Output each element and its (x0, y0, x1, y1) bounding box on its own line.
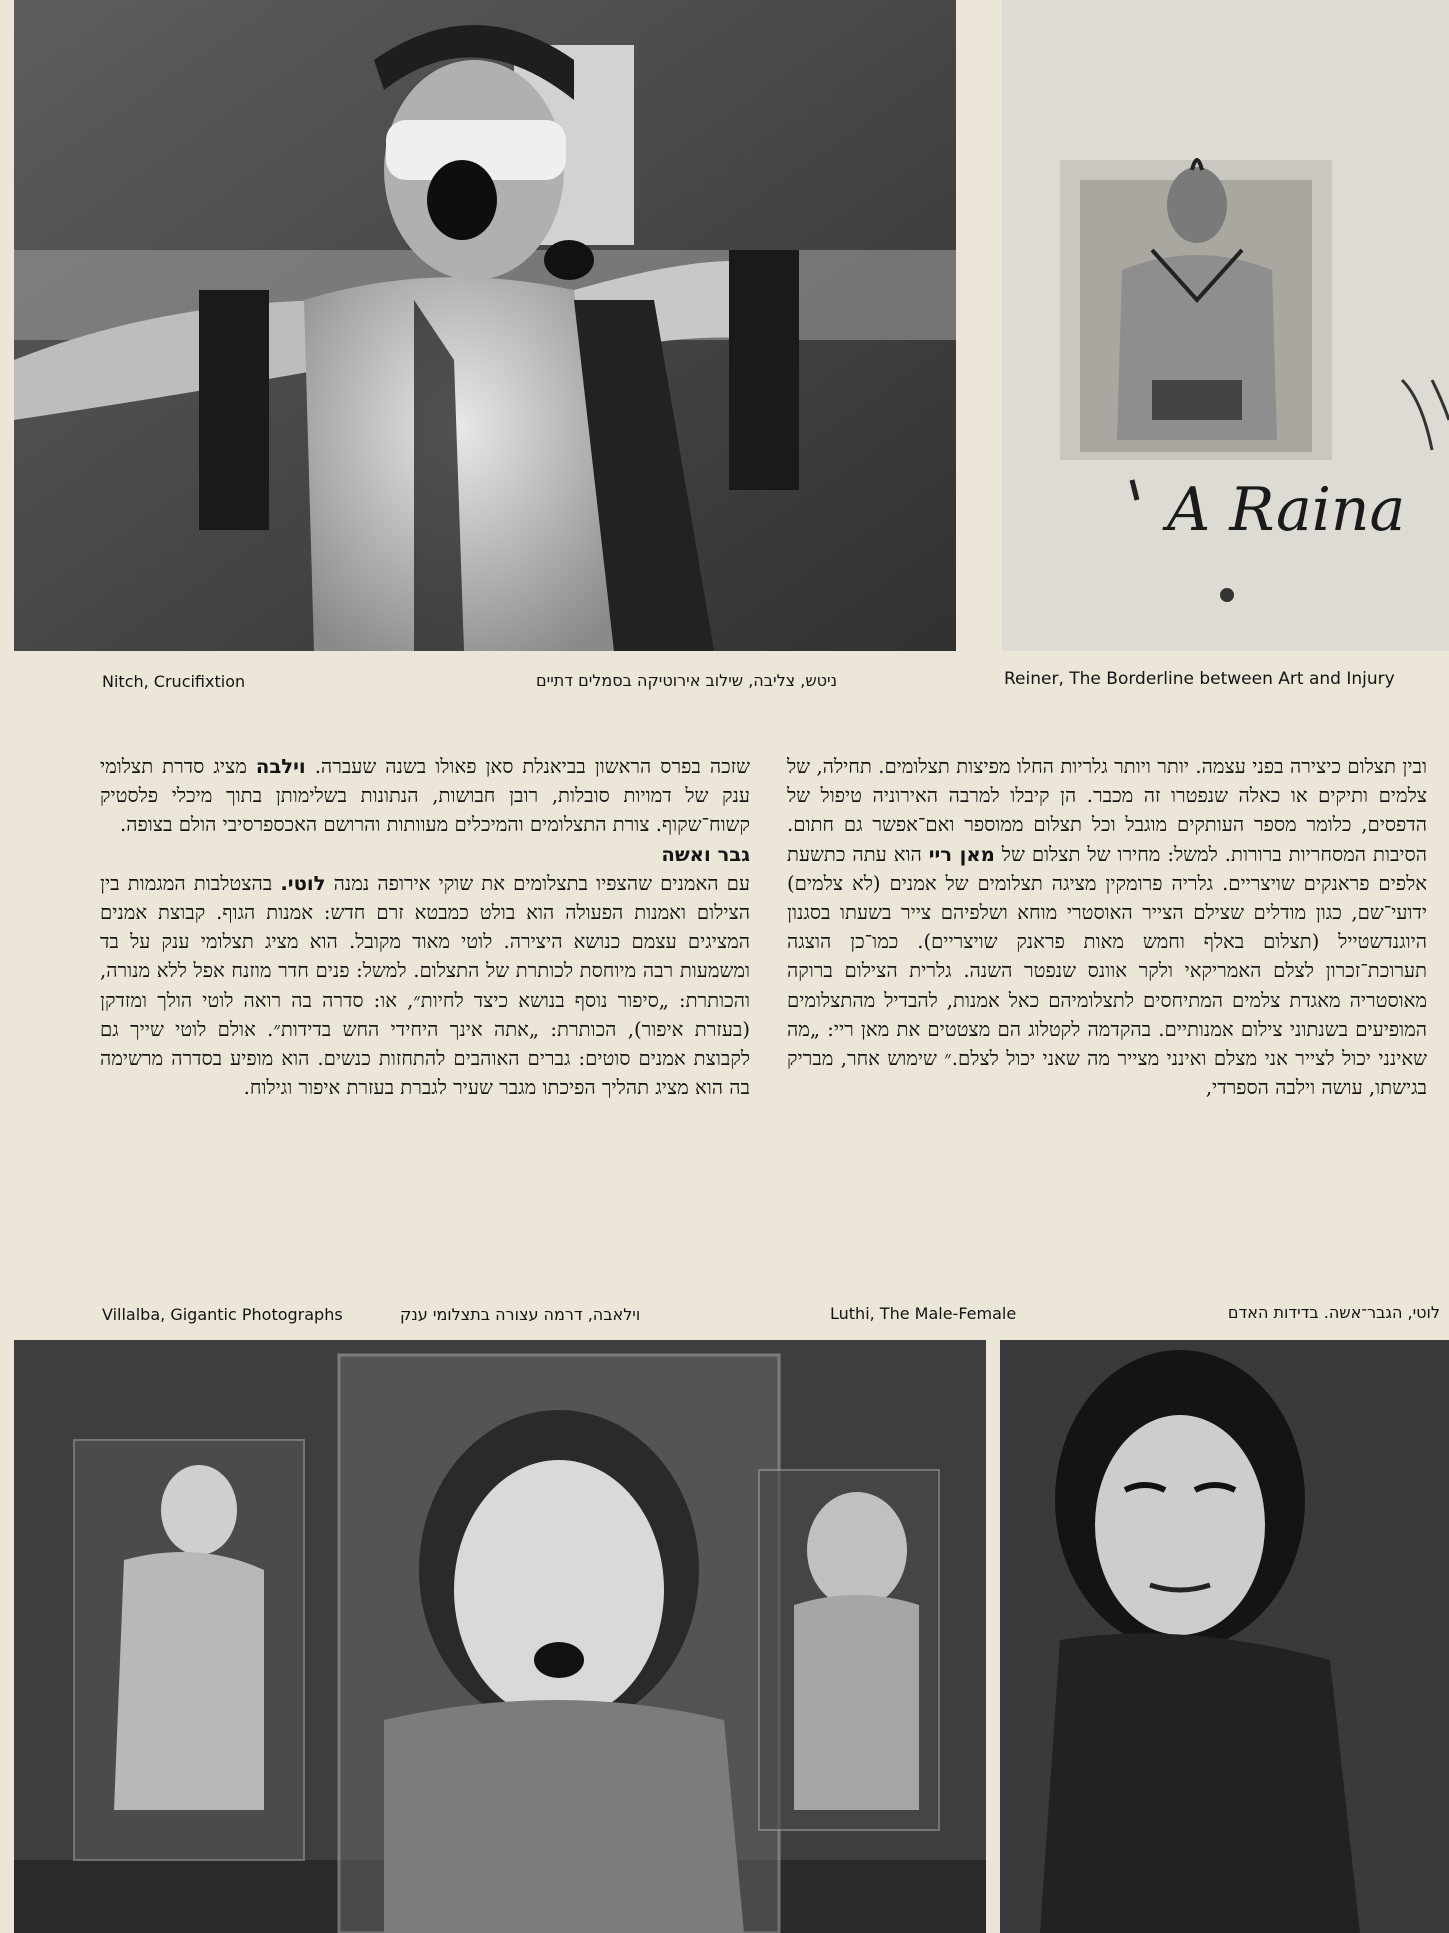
photo-luthi-male-female (1000, 1340, 1449, 1933)
caption-reiner-english: Reiner, The Borderline between Art and Injury (1004, 669, 1395, 689)
caption-nitch-hebrew: ניטש, צליבה, שילוב אירוטיקה בסמלים דתיים (536, 671, 838, 690)
caption-nitch-english: Nitch, Crucifixtion (102, 672, 246, 691)
text-run: הוא עתה כתשעת אלפים פראנקים שויצריים. גלריה פרומקין מציגה תצלומים של אמנים (לא צלמים) ידועי־שם, כגון מודלים שצילם הצייר האוסטרי מוחא ושלפיהם צייר בשעתו בסגנון היוגנדשטייל (תצלום באלף וחמש מאות פראנק שויצריים). כמו־כן הוצגה תערוכת־זכרון לצלם האמריקאי ולקר אוונס שנפטר השנה. גלרית הצילום ברוקה מאוסטריה מאגדת צלמים המתיחסים לתצלומיהם כאל אמנות, להבדיל מהתצלומים המופיעים בשנתוני צילום אמנותיים. בהקדמה לקטלוג הם מצטטים את מאן ריי: „מה שאינני יכול לצייר אני מצלם ואינני מצייר מה שאני יכול לצלם.״ שימוש אחר, מבריק בגישתו, עושה וילבה הספרדי, (787, 842, 1427, 1100)
caption-villalba-hebrew: וילאבה, דרמה עצורה בתצלומי ענק (400, 1305, 641, 1324)
text-run: ובין תצלום כיצירה בפני עצמה. יותר ויותר גלריות החלו מפיצות תצלומים. תחילה, של צלמים ותיקים או כאלה שנפטרו זה מכבר. הן קיבלו למרבה האירוניה טיפול של הדפסים, כלומר מספר העותקים מוגבל וכל תצלום ממוספר ואם־אפשר גם חתום. הסיבות המסחריות ברורות. למשל: מחירו של תצלום של (787, 755, 1427, 866)
text-run: עם האמנים שהצפיו בתצלומים את שוקי אירופה נמנה (333, 871, 750, 895)
caption-luthi-hebrew: לוטי, הגבר־אשה. בדידות האדם (1227, 1303, 1440, 1322)
photo-villalba-illustration (14, 1340, 986, 1933)
bold-name-luthi: לוטי. (280, 871, 326, 895)
article-paragraph (100, 752, 750, 840)
text-run: בהצטלבות המגמות בין הצילום ואמנות הפעולה הוא בולט כמבטא זרם חדש: אמנות הגוף. קבוצת אמנים המציגים עצמם כנושא היצירה. לוטי מאוד מקובל. הוא מציג תצלומי ענק על בד ומשמעות רבה מיוחסת לכותרת של התצלום. למשל: פנים חדר מוזנח אפל ללא מנורה, והכותרת: „סיפור נוסף בנושא כיצד לחיות״, או: סדרה בה רואה לוטי הולך ומזדקן (בעזרת איפור), הכותרת: „אתה אינך היחידי החש בדידות״. אולם לוטי שייך גם לקבוצת אמנים סוטים: גברים האוהבים להתחזות כנשים. הוא מופיע בסדרה מרשימה בה הוא מציג תהליך הפיכתו מגבר שעיר לגברת בעזרת איפור וגילוח. (100, 871, 750, 1100)
caption-villalba-english: Villalba, Gigantic Photographs (102, 1305, 343, 1324)
photo-villalba-gigantic (14, 1340, 986, 1933)
section-heading: גבר ואשה (661, 842, 750, 866)
photo-nitch-crucifixion (14, 0, 956, 651)
text-run: שזכה בפרס הראשון בביאנלת סאן פאולו בשנה שעברה. (314, 755, 751, 778)
caption-luthi-english: Luthi, The Male-Female (830, 1304, 1017, 1323)
reiner-inscription: A Raina (1167, 475, 1406, 545)
article-paragraph (787, 752, 1427, 1102)
photo-reiner-borderline (1002, 0, 1449, 651)
bold-name-man-ray: מאן ריי (928, 842, 995, 866)
photo-reiner-illustration (1002, 0, 1449, 651)
bold-name-villalba: וילבה (255, 755, 306, 778)
article-column-right (787, 752, 1427, 1102)
photo-luthi-illustration (1000, 1340, 1449, 1933)
article-column-left (100, 752, 750, 1102)
article-paragraph (100, 869, 750, 1103)
text-run: מציג סדרת תצלומי ענק של דמויות סובלות, רובן חבושות, הנתונות בשלימותן בתוך מיכלי פלסטיק קשוח־שקוף. צורת התצלומים והמיכלים מעוותות והרושם האכספרסיבי הולם בצופה. (100, 755, 750, 837)
photo-nitch-illustration (14, 0, 956, 651)
